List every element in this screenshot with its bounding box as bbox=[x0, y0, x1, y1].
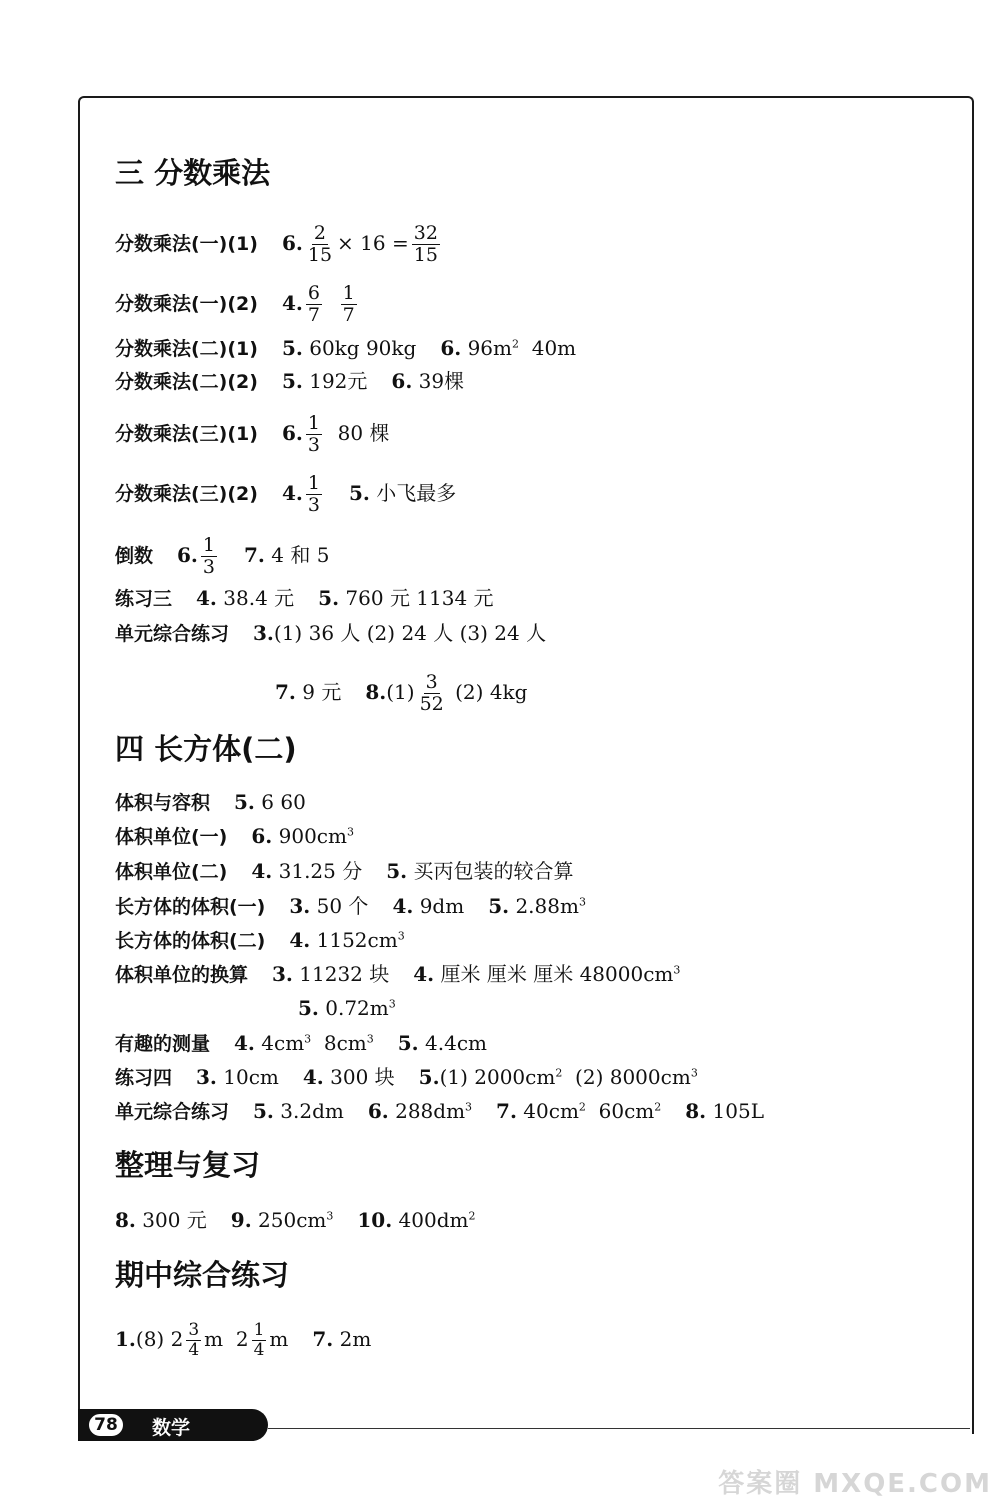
answer-row: 倒数 6. $\frac{1}{3}$ 7. 4 和 5 bbox=[115, 534, 330, 578]
page-number: 78 bbox=[86, 1411, 126, 1439]
answer-row: 分数乘法(三)(1) 6. $\frac{1}{3}$ 80 棵 bbox=[115, 412, 390, 456]
answer-row: 分数乘法(三)(2) 4. $\frac{1}{3}$ 5. 小飞最多 bbox=[115, 472, 457, 516]
answer-row: 长方体的体积(一) 3. 50 个 4. 9dm 5. $2.88m^3$ bbox=[115, 894, 586, 918]
answer-row: 有趣的测量 4. $4cm^3$ $8cm^3$ 5. 4.4cm bbox=[115, 1031, 487, 1055]
answer-row: 体积与容积 5. 6 60 bbox=[115, 790, 306, 814]
answer-row: 分数乘法(二)(1) 5. 60kg 90kg 6. $96m^2$ 40m bbox=[115, 336, 577, 360]
section-title-review: 整理与复习 bbox=[115, 1148, 261, 1182]
answer-row: 分数乘法(一)(2) 4. $\frac{6}{7}$ $\frac{1}{7}$ bbox=[115, 282, 355, 326]
answer-row: 练习四 3. 10cm 4. 300 块 5.(1) $2000cm^2$ (2) $8000cm^3$ bbox=[115, 1065, 698, 1089]
answer-row: 5. $0.72m^3$ bbox=[298, 996, 396, 1020]
answer-row: 分数乘法(一)(1) 6. $\frac{2}{15}$ × 16 = $\frac{32}{15}$ bbox=[115, 222, 438, 266]
answer-row: 1.(8) 2 $\frac{3}{4}$ m 2 $\frac{1}{4}$ m 7. 2m bbox=[115, 1320, 372, 1360]
section-title-midterm: 期中综合练习 bbox=[115, 1258, 290, 1292]
section-title-cuboid: 四 长方体(二) bbox=[115, 732, 297, 766]
answer-row: 练习三 4. 38.4 元 5. 760 元 1134 元 bbox=[115, 586, 494, 610]
answer-row: 分数乘法(二)(2) 5. 192元 6. 39棵 bbox=[115, 369, 465, 393]
watermark: 答案圈 MXQE.COM bbox=[718, 1469, 992, 1499]
answer-row: 8. 300 元 9. $250cm^3$ 10. $400dm^2$ bbox=[115, 1208, 476, 1232]
answer-row: 长方体的体积(二) 4. $1152cm^3$ bbox=[115, 928, 405, 952]
answer-row: 7. 9 元 8.(1) $\frac{3}{52}$ (2) 4kg bbox=[275, 671, 528, 715]
answer-row: 单元综合练习 3.(1) 36 人 (2) 24 人 (3) 24 人 bbox=[115, 621, 547, 645]
section-title-fraction-multiplication: 三 分数乘法 bbox=[115, 156, 271, 190]
answer-row: 体积单位(二) 4. 31.25 分 5. 买丙包装的较合算 bbox=[115, 859, 574, 883]
footer-divider bbox=[268, 1428, 970, 1429]
answer-row: 体积单位的换算 3. 11232 块 4. 厘米 厘米 厘米 $48000cm^3$ bbox=[115, 962, 681, 986]
answer-row: 单元综合练习 5. 3.2dm 6. $288dm^3$ 7. $40cm^2$ $60cm^2$ 8. 105L bbox=[115, 1099, 764, 1123]
answer-row: 体积单位(一) 6. $900cm^3$ bbox=[115, 824, 354, 848]
subject-label: 数学 bbox=[152, 1417, 191, 1439]
